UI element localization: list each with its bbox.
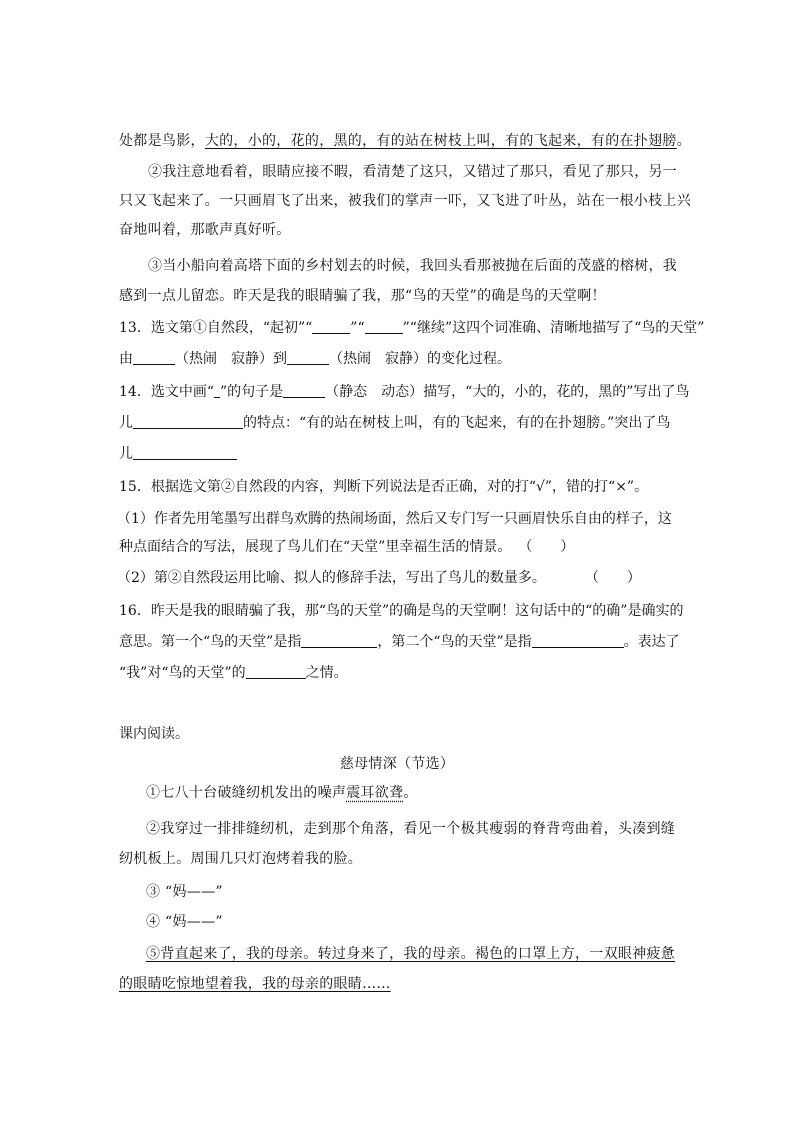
question-16: 16．昨天是我的眼睛骗了我，那“鸟的天堂”的确是鸟的天堂啊！这句话中的“的确”是确实的 — [119, 603, 684, 619]
answer-blank[interactable] — [365, 319, 403, 334]
passage-text: 。 — [403, 785, 418, 801]
question-text: 儿 — [119, 415, 133, 431]
underlined-passage: ⑤背直起来了，我的母亲。转过身来了，我的母亲。褐色的口罩上方，一双眼神疲惫 — [146, 946, 676, 962]
question-15: 15．根据选文第②自然段的内容，判断下列说法是否正确，对的打“√”，错的打“×”。 — [119, 479, 649, 495]
answer-blank[interactable] — [133, 414, 243, 429]
question-15-item-1-line2 — [119, 537, 684, 557]
question-13 — [119, 318, 705, 338]
answer-blank[interactable] — [133, 350, 175, 365]
question-text: 意思。第一个“鸟的天堂”是指 — [119, 634, 302, 650]
question-14-line2 — [119, 413, 684, 433]
underlined-passage: 的眼睛吃惊地望着我，我的母亲的眼睛…… — [119, 976, 391, 992]
answer-parentheses[interactable]: （ ） — [591, 570, 641, 586]
question-15-item-1: （1）作者先用笔墨写出群鸟欢腾的热闹场面，然后又专门写一只画眉快乐自由的样子，这 — [117, 511, 672, 527]
question-text: ”“ — [350, 320, 365, 336]
passage-line: ②我注意地看着，眼睛应接不暇，看清楚了这只，又错过了那只，看见了那只，另一 — [148, 164, 678, 180]
question-text: （静态 动态）描写，“大的，小的，花的，黑的”写出了鸟 — [325, 384, 690, 400]
question-text: 的特点：“有的站在树枝上叫，有的飞起来，有的在扑翅膀。”突出了鸟 — [243, 415, 671, 431]
question-text: （热闹 寂静）到 — [175, 351, 287, 367]
section-intro: 课内阅读。 — [119, 726, 189, 742]
dotted-emphasis-word: 震耳欲聋 — [346, 785, 404, 801]
passage-line: ③当小船向着高塔下面的乡村划去的时候，我回头看那被抛在后面的茂盛的榕树，我 — [148, 258, 678, 274]
answer-blank[interactable] — [312, 319, 350, 334]
passage-text: 。 — [676, 133, 692, 149]
question-text: 之情。 — [305, 665, 348, 681]
answer-blank[interactable] — [283, 383, 325, 398]
question-text: 13．选文第①自然段，“起初”“ — [119, 320, 313, 336]
reading-paragraph-1 — [146, 783, 684, 803]
question-16-line3 — [119, 663, 684, 683]
underlined-sentence: 大的，小的，花的，黑的，有的站在树枝上叫，有的飞起来，有的在扑翅膀 — [204, 133, 677, 149]
reading-paragraph-5-line2 — [119, 974, 684, 994]
question-text: 14．选文中画“ — [119, 384, 214, 400]
question-13-line2 — [119, 349, 684, 369]
passage-text: ①七八十台破缝纫机发出的噪声 — [146, 785, 347, 801]
answer-blank[interactable] — [287, 350, 329, 365]
answer-blank[interactable] — [133, 445, 237, 460]
reading-paragraph-4: ④ “妈——” — [146, 914, 223, 930]
question-14-line3 — [119, 444, 684, 464]
passage-text: 处都是鸟影， — [119, 133, 205, 149]
question-text: 儿 — [119, 446, 133, 462]
answer-parentheses[interactable]: （ ） — [525, 539, 575, 555]
question-text: “我”对“鸟的天堂”的 — [119, 665, 246, 681]
question-text: ”“继续”这四个词准确、清晰地描写了“鸟的天堂” — [402, 320, 705, 336]
passage-title: 慈母情深（节选） — [339, 756, 455, 772]
passage-line: 奋地叫着，那歌声真好听。 — [119, 222, 291, 238]
question-16-line2 — [119, 632, 684, 652]
question-15-item-2 — [117, 568, 684, 588]
question-text: 。表达了 — [623, 634, 680, 650]
question-text: ，第二个“鸟的天堂”是指 — [377, 634, 532, 650]
passage-line — [119, 131, 692, 151]
reading-paragraph-5 — [146, 944, 684, 964]
reading-paragraph-2-line2: 纫机板上。周围几只灯泡烤着我的脸。 — [119, 851, 363, 867]
question-text: 由 — [119, 351, 133, 367]
question-text: （热闹 寂静）的变化过程。 — [329, 351, 511, 367]
reading-paragraph-3: ③ “妈——” — [146, 884, 223, 900]
question-text: ”的句子是 — [219, 384, 284, 400]
answer-blank[interactable] — [532, 633, 624, 648]
answer-blank[interactable] — [301, 633, 377, 648]
reading-paragraph-2: ②我穿过一排排缝纫机，走到那个角落，看见一个极其瘦弱的脊背弯曲着，头凑到缝 — [146, 821, 676, 837]
question-14 — [119, 382, 690, 402]
passage-line: 感到一点儿留恋。昨天是我的眼睛骗了我，那“鸟的天堂”的确是鸟的天堂啊！ — [119, 288, 606, 304]
answer-blank[interactable] — [246, 664, 306, 679]
question-text: （2）第②自然段运用比喻、拟人的修辞手法，写出了鸟儿的数量多。 — [117, 570, 546, 586]
passage-line: 只又飞起来了。一只画眉飞了出来，被我们的掌声一吓，又飞进了叶丛，站在一根小枝上兴 — [119, 193, 691, 209]
question-text: 种点面结合的写法，展现了鸟儿们在“天堂”里幸福生活的情景。 — [119, 539, 512, 555]
